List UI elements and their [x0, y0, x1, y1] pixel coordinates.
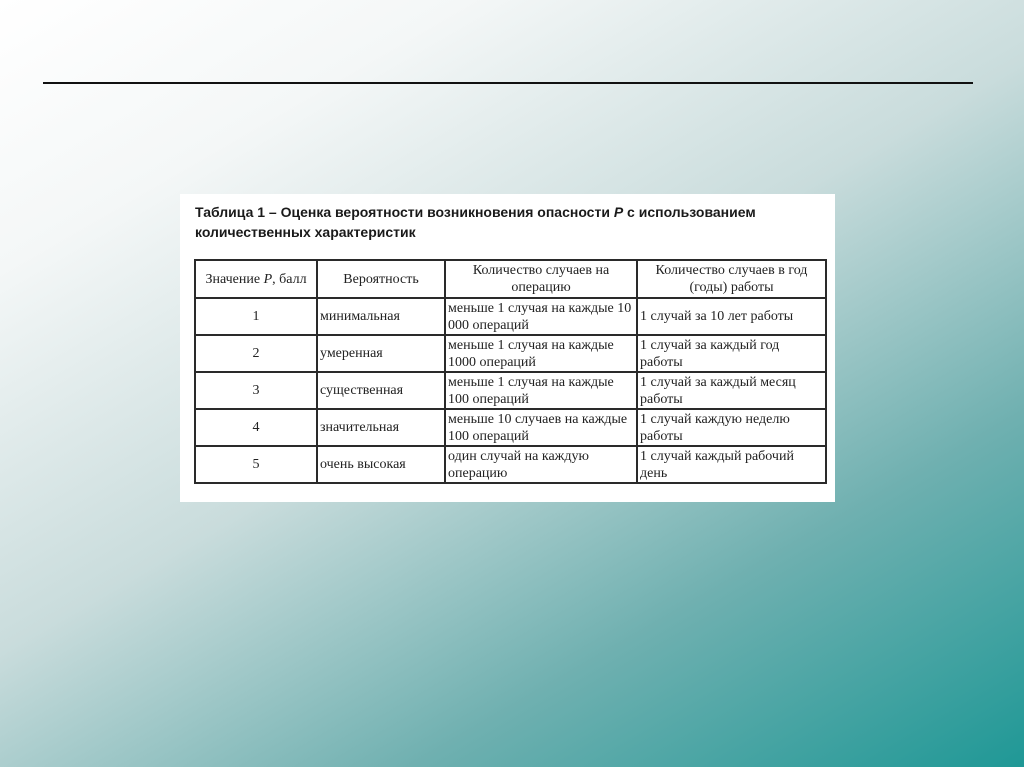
table-caption [195, 202, 825, 242]
header-per-operation: Количество случаев на операцию [445, 260, 637, 298]
cell-per-operation: меньше 1 случая на каждые 100 операций [445, 372, 637, 409]
cell-probability: значительная [317, 409, 445, 446]
cell-per-operation: один случай на каждую операцию [445, 446, 637, 483]
cell-score: 1 [195, 298, 317, 335]
cell-per-year: 1 случай за 10 лет работы [637, 298, 826, 335]
cell-per-year: 1 случай каждую неделю работы [637, 409, 826, 446]
cell-per-operation: меньше 1 случая на каждые 10 000 операций [445, 298, 637, 335]
table-header-row [195, 260, 826, 298]
table-row [195, 335, 826, 372]
cell-score: 2 [195, 335, 317, 372]
slide-title-rule [43, 82, 973, 84]
caption-symbol: P [613, 204, 624, 220]
cell-score: 3 [195, 372, 317, 409]
caption-prefix: Таблица 1 – Оценка вероятности возникновения опасности [195, 204, 614, 220]
table-row [195, 409, 826, 446]
cell-per-operation: меньше 10 случаев на каждые 100 операций [445, 409, 637, 446]
cell-per-operation: меньше 1 случая на каждые 1000 операций [445, 335, 637, 372]
table-row [195, 298, 826, 335]
cell-score: 5 [195, 446, 317, 483]
caption-suffix: с использованием количественных характеристик [195, 204, 756, 240]
cell-probability: умеренная [317, 335, 445, 372]
header-per-year: Количество случаев в год (годы) работы [637, 260, 826, 298]
hazard-probability-table [194, 259, 827, 484]
cell-per-year: 1 случай за каждый год работы [637, 335, 826, 372]
cell-per-year: 1 случай каждый рабочий день [637, 446, 826, 483]
header-score: Значение P, балл [195, 260, 317, 298]
cell-probability: очень высокая [317, 446, 445, 483]
header-probability: Вероятность [317, 260, 445, 298]
table-figure [180, 194, 835, 502]
table-row [195, 446, 826, 483]
table-row [195, 372, 826, 409]
cell-probability: минимальная [317, 298, 445, 335]
cell-per-year: 1 случай за каждый месяц работы [637, 372, 826, 409]
cell-probability: существенная [317, 372, 445, 409]
cell-score: 4 [195, 409, 317, 446]
